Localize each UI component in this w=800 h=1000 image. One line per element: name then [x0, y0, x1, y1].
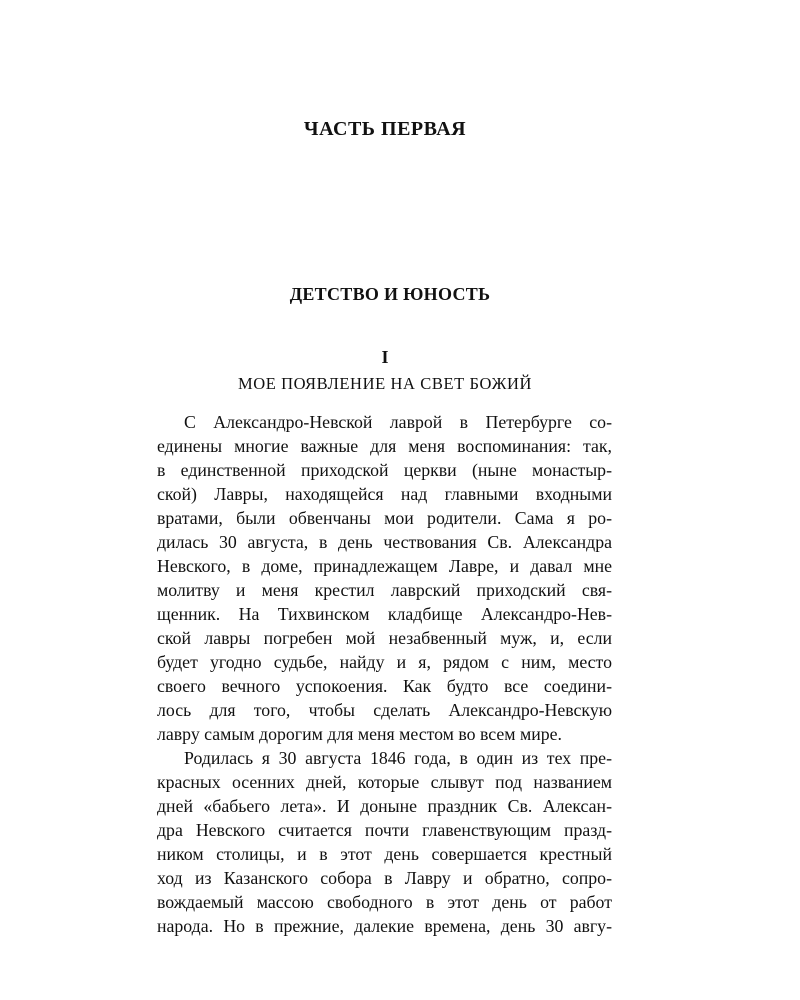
- text-line: красных осенних дней, которые слывут под названием: [157, 772, 612, 792]
- text-line: своего вечного успокоения. Как будто все соедини-: [157, 676, 612, 696]
- text-line: в единственной приходской церкви (ныне монастыр-: [157, 460, 612, 480]
- text-line: ход из Казанского собора в Лавру и обратно, сопро-: [157, 868, 612, 888]
- text-line: народа. Но в прежние, далекие времена, день 30 авгу-: [157, 916, 612, 936]
- text-line: лавру самым дорогим для меня местом во всем мире.: [157, 724, 562, 744]
- paragraph-1: [157, 410, 612, 746]
- text-line: дилась 30 августа, в день чествования Св. Александра: [157, 532, 612, 552]
- text-line: единены многие важные для меня воспоминания: так,: [157, 436, 612, 456]
- text-line: молитву и меня крестил лаврский приходский свя-: [157, 580, 612, 600]
- text-line: дра Невского считается почти главенствующим празд-: [157, 820, 612, 840]
- text-line: будет угодно судьбе, найду и я, рядом с ним, место: [157, 652, 612, 672]
- text-line: лось для того, чтобы сделать Александро-Невскую: [157, 700, 612, 720]
- chapter-title: МОЕ ПОЯВЛЕНИЕ НА СВЕТ БОЖИЙ: [237, 374, 533, 393]
- text-line: Родилась я 30 августа 1846 года, в один из тех пре-: [184, 748, 612, 768]
- text-line: дней «бабьего лета». И доныне праздник Св. Алексан-: [157, 796, 612, 816]
- text-line: ником столицы, и в этот день совершается крестный: [157, 844, 612, 864]
- paragraph-2: [157, 746, 612, 938]
- text-line: вождаемый массою свободного в этот день от работ: [157, 892, 612, 912]
- text-line: Невского, в доме, принадлежащем Лавре, и давал мне: [157, 556, 612, 576]
- text-line: С Александро-Невской лаврой в Петербурге со-: [184, 412, 612, 432]
- text-line: щенник. На Тихвинском кладбище Александро-Нев-: [157, 604, 612, 624]
- section-title: ДЕТСТВО И ЮНОСТЬ: [289, 284, 491, 304]
- chapter-number: I: [381, 347, 389, 367]
- text-line: ской лавры погребен мой незабвенный муж, и, если: [157, 628, 612, 648]
- chapter-body: [157, 410, 612, 938]
- text-line: вратами, были обвенчаны мои родители. Сама я ро-: [157, 508, 612, 528]
- text-line: ской) Лавры, находящейся над главными входными: [157, 484, 612, 504]
- part-title: ЧАСТЬ ПЕРВАЯ: [303, 118, 467, 140]
